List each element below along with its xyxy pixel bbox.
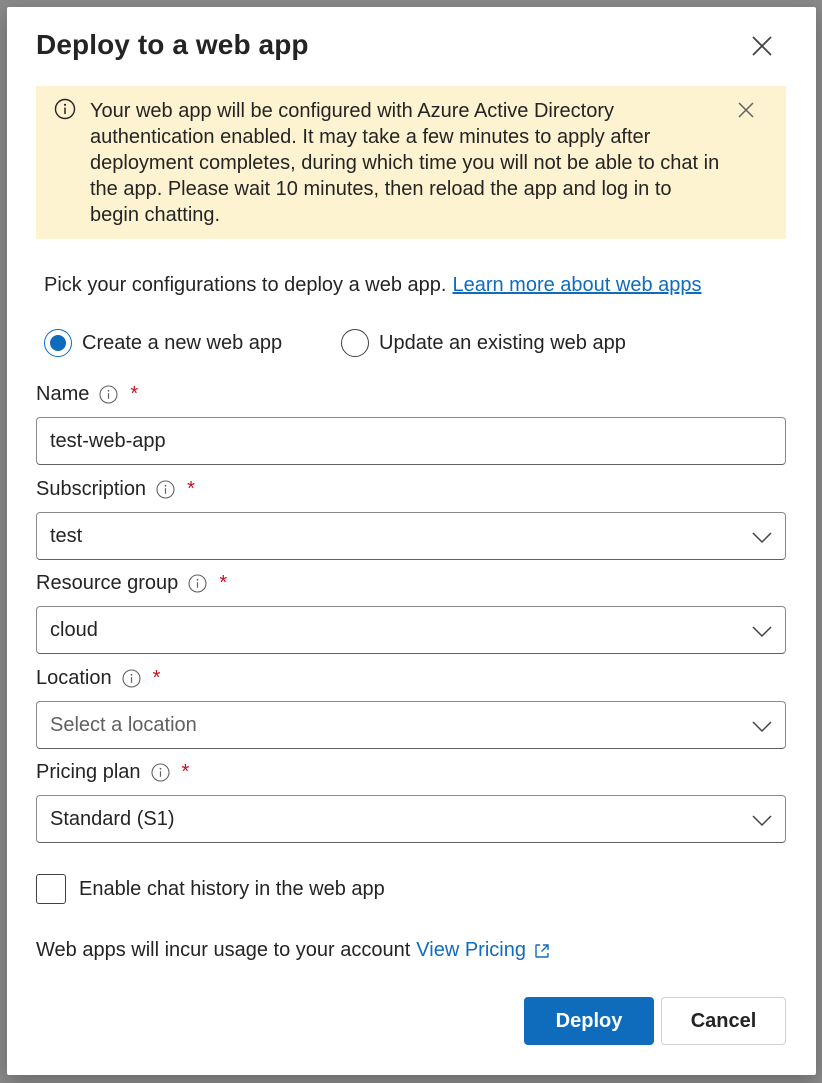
view-pricing-label: View Pricing	[416, 939, 526, 961]
deploy-dialog	[7, 7, 816, 1075]
chevron-down-icon	[751, 715, 773, 737]
close-icon	[751, 35, 773, 57]
info-icon[interactable]	[99, 385, 118, 404]
resource-group-label-text: Resource group	[36, 572, 179, 594]
intro-description: Pick your configurations to deploy a web app.	[44, 274, 447, 296]
subscription-dropdown[interactable]	[36, 512, 786, 560]
chevron-down-icon	[751, 620, 773, 642]
chat-history-checkbox[interactable]	[36, 874, 66, 904]
chat-history-option[interactable]	[36, 874, 385, 904]
subscription-label-text: Subscription	[36, 478, 147, 500]
learn-more-link[interactable]: Learn more about web apps	[452, 274, 702, 296]
pricing-plan-value: Standard (S1)	[50, 807, 175, 830]
location-label	[36, 667, 160, 690]
name-input-value: test-web-app	[50, 429, 166, 452]
pricing-plan-dropdown[interactable]	[36, 795, 786, 843]
info-icon[interactable]	[122, 669, 141, 688]
external-link-icon	[534, 943, 550, 959]
resource-group-dropdown[interactable]	[36, 606, 786, 654]
radio-update-existing[interactable]	[341, 329, 626, 357]
chevron-down-icon	[751, 809, 773, 831]
dialog-title: Deploy to a web app	[36, 29, 309, 60]
radio-update-existing-label: Update an existing web app	[379, 331, 626, 354]
location-dropdown[interactable]	[36, 701, 786, 749]
radio-selected-dot	[50, 335, 66, 351]
close-button[interactable]	[745, 29, 779, 63]
usage-notice	[36, 939, 550, 962]
info-banner	[36, 86, 786, 239]
required-marker: *	[152, 667, 161, 689]
chat-history-label: Enable chat history in the web app	[79, 877, 385, 900]
radio-create-new-label: Create a new web app	[82, 331, 283, 354]
name-input[interactable]	[36, 417, 786, 465]
chevron-down-icon	[751, 526, 773, 548]
pricing-plan-label	[36, 761, 189, 784]
radio-create-new[interactable]	[44, 329, 282, 357]
info-icon[interactable]	[151, 763, 170, 782]
radio-update-existing-circle[interactable]	[341, 329, 369, 357]
info-icon	[54, 98, 76, 120]
info-icon[interactable]	[188, 574, 207, 593]
location-label-text: Location	[36, 667, 112, 689]
subscription-value: test	[50, 524, 83, 547]
required-marker: *	[187, 478, 195, 500]
required-marker: *	[219, 572, 228, 594]
info-icon[interactable]	[156, 480, 175, 499]
location-placeholder: Select a location	[50, 713, 197, 736]
dismiss-icon	[738, 102, 754, 118]
name-label-text: Name	[36, 383, 90, 405]
intro-text	[44, 274, 702, 297]
cancel-button[interactable]: Cancel	[661, 997, 786, 1045]
required-marker: *	[130, 383, 139, 405]
name-label	[36, 383, 138, 406]
subscription-label	[36, 478, 195, 501]
pricing-plan-label-text: Pricing plan	[36, 761, 141, 783]
banner-dismiss-button[interactable]	[732, 96, 760, 124]
required-marker: *	[181, 761, 190, 783]
radio-create-new-circle[interactable]	[44, 329, 72, 357]
deploy-button[interactable]: Deploy	[524, 997, 654, 1045]
usage-text: Web apps will incur usage to your account	[36, 939, 411, 961]
resource-group-value: cloud	[50, 618, 98, 641]
banner-message: Your web app will be configured with Azure Active Directory authentication enabled. It may take a few minutes to apply after deployment completes, during which time you will not be able to chat in the app. Please wait 10 minutes, then reload the app and log in to begin chatting.	[90, 100, 720, 226]
view-pricing-link[interactable]	[416, 939, 550, 962]
resource-group-label	[36, 572, 227, 595]
